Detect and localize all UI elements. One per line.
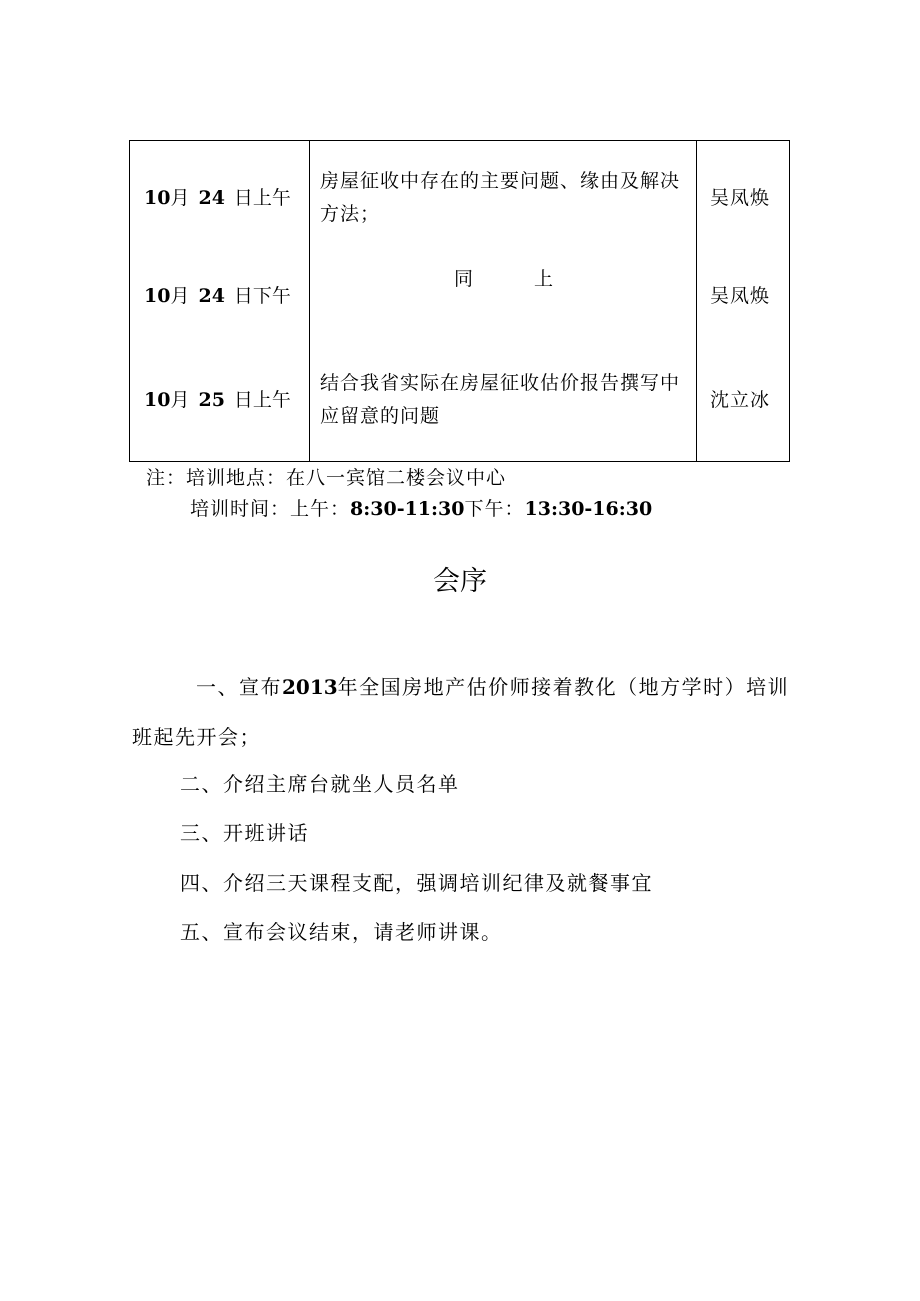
agenda-item-1-line1: 一、宣布2013年全国房地产估价师接着教化（地方学时）培训 [196,675,790,699]
schedule-topic: 房屋征收中存在的主要问题、缘由及解决方法； [320,170,681,225]
agenda-item-5: 五、宣布会议结束，请老师讲课。 [180,920,503,944]
schedule-speaker: 沈立冰 [710,389,771,411]
schedule-table [129,140,790,462]
schedule-topic: 结合我省实际在房屋征收估价报告撰写中应留意的问题 [320,372,681,427]
column-divider [309,141,310,461]
schedule-topic: 同 上 [453,268,554,290]
schedule-speaker: 吴凤焕 [710,285,771,307]
schedule-date: 10月 24 日上午 [144,187,291,209]
agenda-item-2: 二、介绍主席台就坐人员名单 [180,772,460,796]
schedule-date: 10月 25 日上午 [144,389,291,411]
agenda-item-3: 三、开班讲话 [180,821,309,845]
schedule-speaker: 吴凤焕 [710,187,771,209]
agenda-title: 会序 [433,566,487,597]
schedule-date: 10月 24 日下午 [144,285,291,307]
agenda-item-1-line2: 班起先开会； [132,725,261,749]
note-location: 注：培训地点：在八一宾馆二楼会议中心 [146,467,507,489]
note-time: 培训时间：上午：8:30-11:30下午：13:30-16:30 [190,498,653,520]
column-divider [696,141,697,461]
agenda-item-4: 四、介绍三天课程支配，强调培训纪律及就餐事宜 [180,871,653,895]
